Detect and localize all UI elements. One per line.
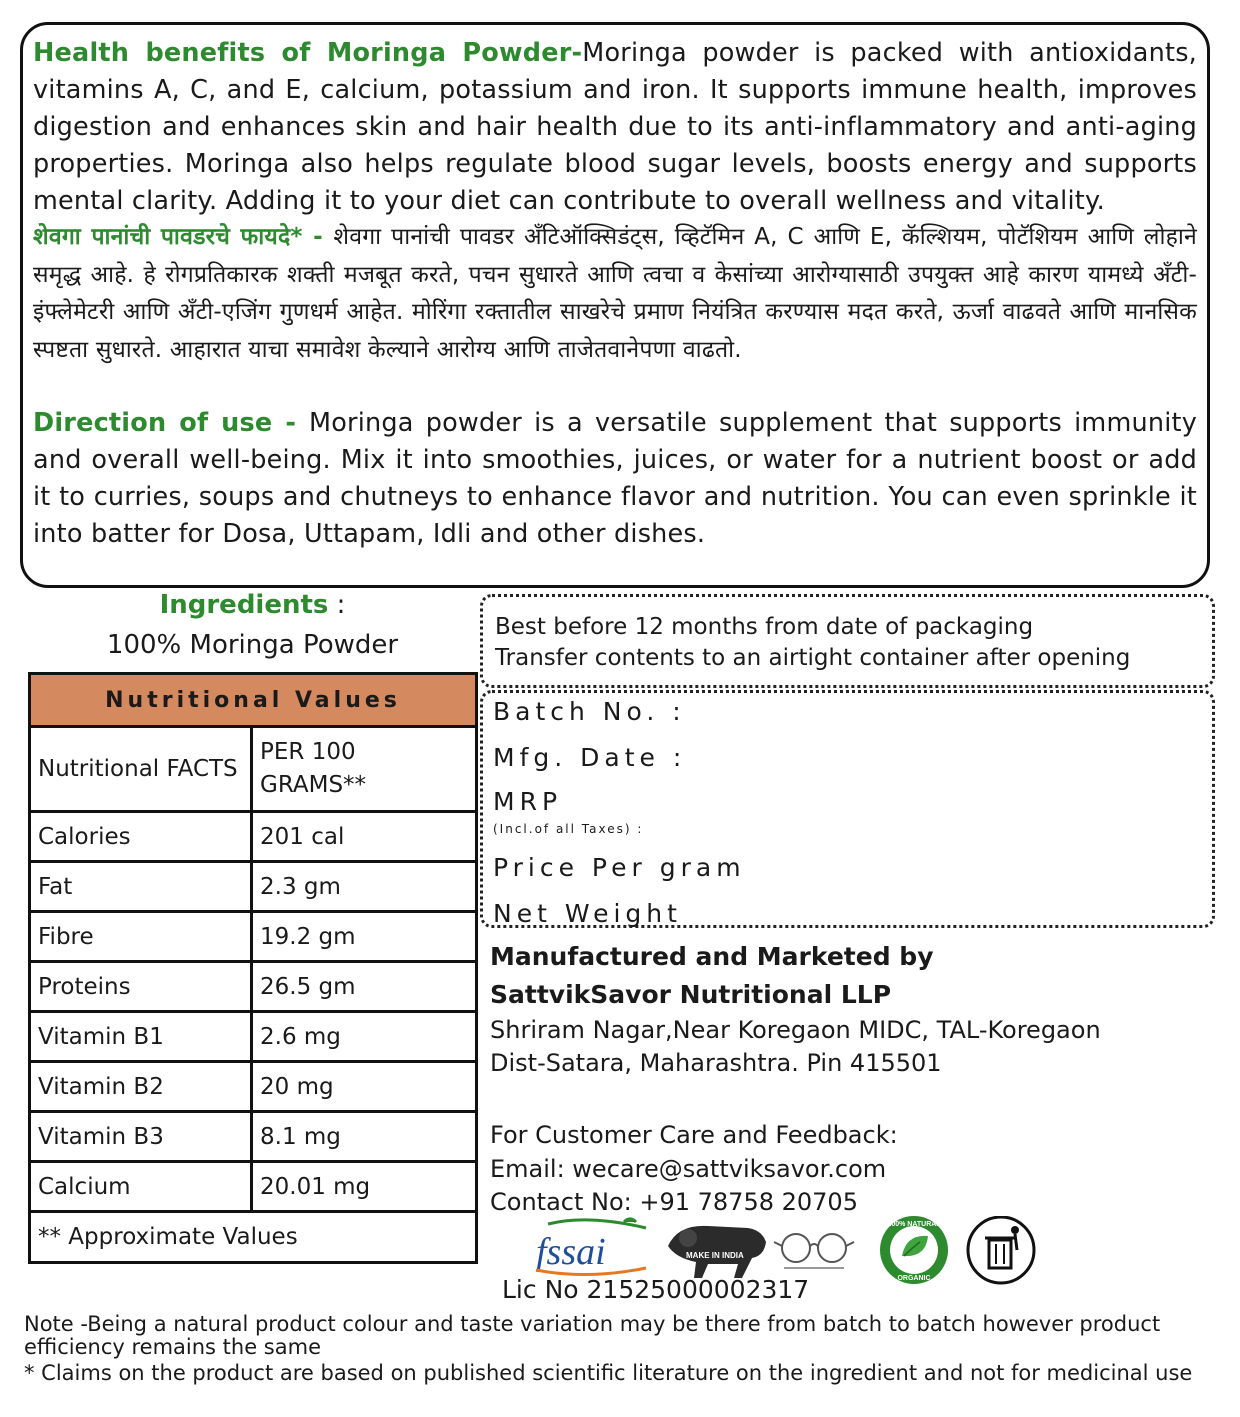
nutrition-header-right: PER 100 GRAMS** [252,727,477,812]
nutrient-value: 20.01 mg [252,1162,477,1212]
svg-text:100% NATURAL: 100% NATURAL [887,1221,941,1228]
company-name: SattvikSavor Nutritional LLP [490,980,892,1009]
table-row [30,862,477,912]
best-before-text: Best before 12 months from date of packaging [495,614,1034,640]
ingredients-value: 100% Moringa Powder [106,630,399,660]
nutrient-name: Vitamin B1 [30,1012,252,1062]
table-row [30,1012,477,1062]
customer-care-email[interactable]: Email: wecare@sattviksavor.com [490,1155,887,1183]
ingredients-colon: : [328,590,346,620]
svg-text:ORGANIC: ORGANIC [897,1275,931,1282]
nutrient-value: 26.5 gm [252,962,477,1012]
nutrient-name: Proteins [30,962,252,1012]
nutrient-value: 201 cal [252,812,477,862]
batch-info-box [480,690,1215,928]
table-row [30,1062,477,1112]
nutrient-name: Fat [30,862,252,912]
address-line-2: Dist-Satara, Maharashtra. Pin 415501 [490,1049,942,1077]
nutrient-name: Calcium [30,1162,252,1212]
mrp-tax-note: (Incl.of all Taxes) : [493,822,644,836]
footer-note-claims: * Claims on the product are based on published scientific literature on the ingredient and not for medicinal use [24,1361,1193,1385]
benefits-english-paragraph [33,35,1197,220]
nutrient-value: 8.1 mg [252,1112,477,1162]
make-in-india-lion-icon [668,1226,766,1278]
svg-text:fssai: fssai [536,1231,606,1273]
nutrient-value: 2.3 gm [252,862,477,912]
mrp-label: MRP [493,787,563,816]
nutrient-name: Vitamin B3 [30,1112,252,1162]
footer-note-variation: Note -Being a natural product colour and taste variation may be there from batch to batch however product efficiency remains the same [24,1312,1161,1359]
ingredients-title [30,590,475,620]
direction-paragraph [33,405,1197,553]
benefits-marathi-heading: शेवगा पानांची पावडरचे फायदे* - [33,224,334,250]
dispose-responsibly-bin-icon [968,1217,1034,1283]
nutrient-name: Vitamin B2 [30,1062,252,1112]
ingredients-label: Ingredients [159,590,329,620]
nutrition-note: ** Approximate Values [30,1212,477,1263]
customer-care-title: For Customer Care and Feedback: [490,1121,898,1149]
direction-heading: Direction of use - [33,408,310,438]
table-row [30,812,477,862]
nutrition-table [28,672,478,1264]
batch-no-label: Batch No. : [493,697,686,726]
table-row [30,912,477,962]
nutrition-table-title: Nutritional Values [30,674,477,727]
mfg-date-label: Mfg. Date : [493,743,687,772]
address-line-1: Shriram Nagar,Near Koregaon MIDC, TAL-Koregaon [490,1016,1101,1044]
benefits-marathi-text: शेवगा पानांची पावडर अँटिऑक्सिडंट्स, व्हिटॅमिन A, C आणि E, कॅल्शियम, पोटॅशियम आणि लोहाने समृद्ध आहे. हे रोगप्रतिकारक शक्ती मजबूत करते, पचन सुधारते आणि त्वचा व केसांच्या आरोग्यासाठी उपयुक्त आहे कारण यामध्ये अँटी-इंफ्लेमेटरी आणि अँटी-एजिंग गुणधर्म आहेत. मोरिंगा रक्तातील साखरेचे प्रमाण नियंत्रित करण्यास मदत करते, ऊर्जा वाढवते आणि मानसिक स्पष्टता सुधारते. आहारात याचा समावेश केल्याने आरोग्य आणि ताजेतवानेपणा वाढतो. [33,224,1197,363]
nutrient-name: Calories [30,812,252,862]
price-per-gram-label: Price Per gram [493,853,746,882]
svg-text:MAKE IN INDIA: MAKE IN INDIA [686,1251,744,1260]
nutrient-value: 20 mg [252,1062,477,1112]
storage-instruction-text: Transfer contents to an airtight container after opening [495,645,1131,671]
net-weight-label: Net Weight [493,899,682,928]
organic-badge-icon [880,1216,948,1284]
storage-info-box [480,594,1215,688]
customer-care-phone[interactable]: Contact No: +91 78758 20705 [490,1188,858,1216]
nutrition-header-left: Nutritional FACTS [30,727,252,812]
benefits-marathi-paragraph [33,219,1197,369]
fssai-logo-icon [536,1219,646,1275]
nutrient-value: 19.2 gm [252,912,477,962]
swachh-bharat-glasses-icon [774,1234,854,1268]
direction-text: Moringa powder is a versatile supplement that supports immunity and overall well-being. Mix it into smoothies, juices, or water for a nutrient boost or add it to curries, soups and chutneys to enhance flavor and nutrition. You can even sprinkle it into batter for Dosa, Uttapam, Idli and other dishes. [33,408,1197,549]
table-row [30,1112,477,1162]
table-row [30,1162,477,1212]
table-row [30,962,477,1012]
license-number: Lic No 21525000002317 [502,1275,810,1304]
product-info-panel [20,22,1210,588]
benefits-english-text: Moringa powder is packed with antioxidants, vitamins A, C, and E, calcium, potassium and iron. It supports immune health, improves digestion and enhances skin and hair health due to its anti-inflammatory and anti-aging properties. Moringa also helps regulate blood sugar levels, boosts energy and supports mental clarity. Adding it to your diet can contribute to overall wellness and vitality. [33,38,1197,216]
benefits-english-heading: Health benefits of Moringa Powder- [33,38,583,68]
manufacturer-label: Manufactured and Marketed by [490,942,934,971]
nutrient-value: 2.6 mg [252,1012,477,1062]
nutrient-name: Fibre [30,912,252,962]
